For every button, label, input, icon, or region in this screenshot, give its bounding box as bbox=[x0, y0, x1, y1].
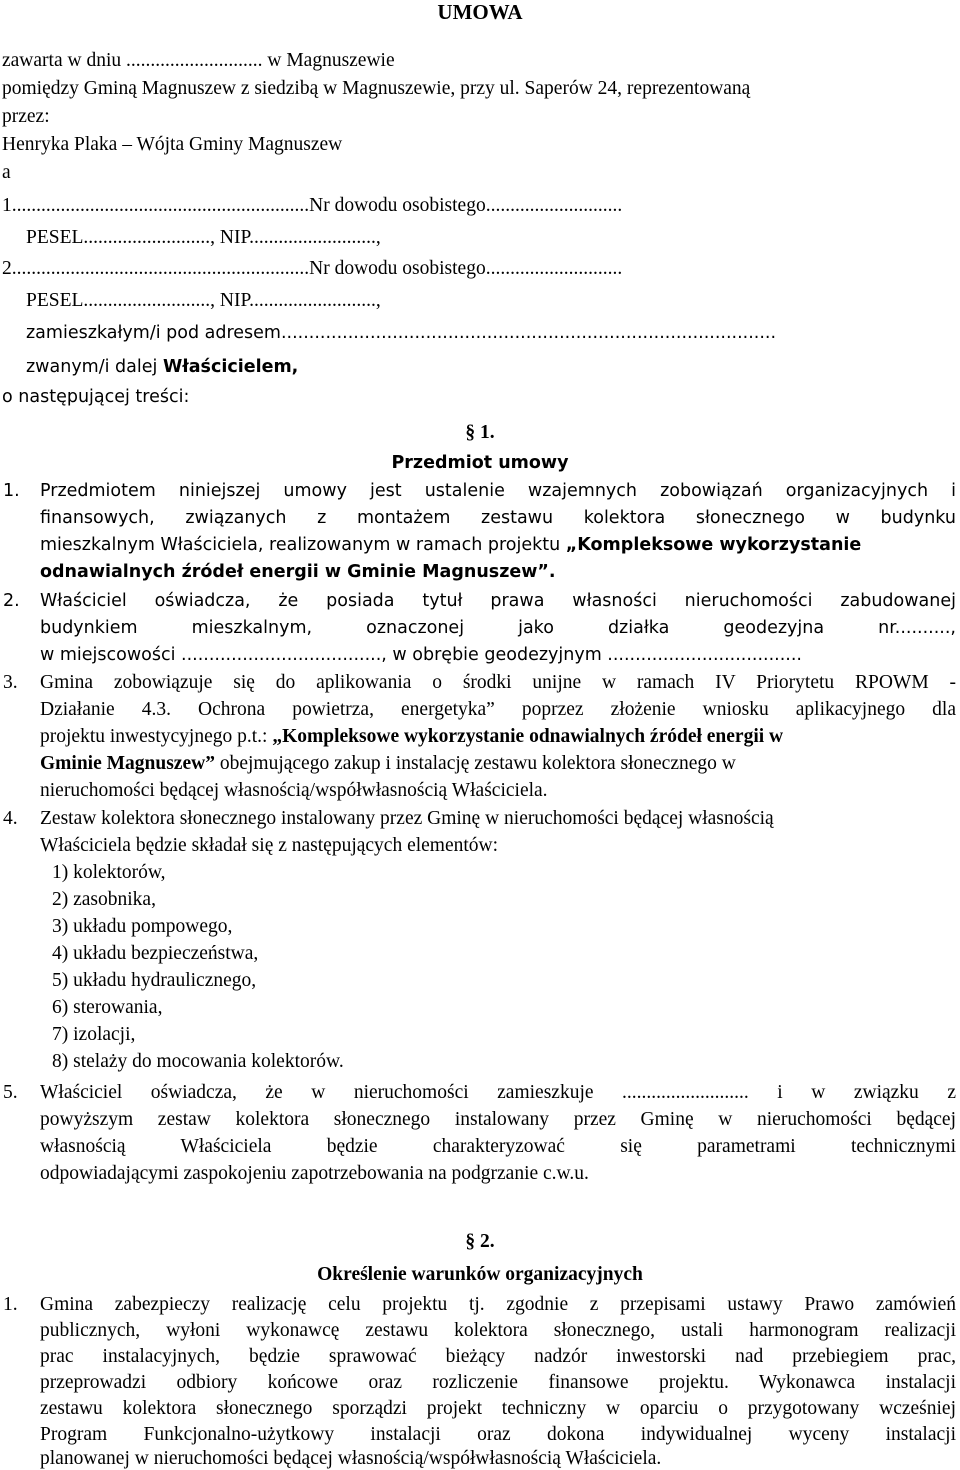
s1-p3-gmina-name: Gminie Magnuszew” bbox=[40, 753, 215, 774]
list-item: 4) układu bezpieczeństwa, bbox=[52, 943, 259, 964]
list-item: 7) izolacji, bbox=[52, 1024, 136, 1045]
s1-p5-line1: Właściciel oświadcza, że w nieruchomości zamieszkuje .......................... i w związku z bbox=[40, 1082, 956, 1103]
s1-p3-line3 bbox=[40, 726, 783, 748]
s1-p1-line4: odnawialnych źródeł energii w Gminie Magnuszew”. bbox=[40, 562, 556, 582]
s1-p5-number: 5. bbox=[3, 1082, 18, 1103]
s2-p1-line3: prac instalacyjnych, będzie sprawować bieżący nadzór inwestorski nad przebiegiem prac, bbox=[40, 1346, 956, 1367]
s2-p1-line5: zestawu kolektora słonecznego sporządzi projekt techniczny w oparciu o przygotowany wcześniej bbox=[40, 1398, 956, 1419]
intro-owner-prefix: zwanym/i dalej bbox=[26, 357, 163, 377]
s1-p2-line1: Właściciel oświadcza, że posiada tytuł prawa własności nieruchomości zabudowanej bbox=[40, 591, 956, 611]
section2-heading: Określenie warunków organizacyjnych bbox=[317, 1264, 643, 1285]
s1-p3-line2: Działanie 4.3. Ochrona powietrza, energetyka” poprzez złożenie wniosku aplikacyjnego dla bbox=[40, 699, 956, 720]
intro-party2-line: 2.............................................................Nr dowodu osobistego............................ bbox=[2, 258, 623, 279]
list-item: 2) zasobnika, bbox=[52, 889, 156, 910]
s1-p1-line3 bbox=[40, 534, 861, 556]
s1-p5-line3: własnością Właściciela będzie charakteryzować się parametrami technicznymi bbox=[40, 1136, 956, 1157]
s1-p3-line5: nieruchomości będącej własnością/współwłasnością Właściciela. bbox=[40, 780, 548, 801]
s1-p5-line2: powyższym zestaw kolektora słonecznego instalowany przez Gminę w nieruchomości będącej bbox=[40, 1109, 956, 1130]
document-title: UMOWA bbox=[437, 0, 523, 24]
s1-p1-project-name: „Kompleksowe wykorzystanie bbox=[565, 535, 862, 555]
s1-p1-line1: Przedmiotem niniejszej umowy jest ustalenie wzajemnych zobowiązań organizacyjnych i bbox=[40, 481, 956, 501]
list-item: 6) sterowania, bbox=[52, 997, 163, 1018]
s2-p1-line1: Gmina zabezpieczy realizację celu projektu tj. zgodnie z przepisami ustawy Prawo zamówień bbox=[40, 1294, 956, 1315]
s1-p3-line4-text: obejmującego zakup i instalację zestawu kolektora słonecznego w bbox=[214, 753, 736, 774]
s1-p3-line3-text: projektu inwestycyjnego p.t.: bbox=[40, 726, 273, 747]
s1-p2-line2: budynkiem mieszkalnym, oznaczonej jako działka geodezyjna nr.........., bbox=[40, 618, 956, 638]
s1-p2-line3: w miejscowości ...................................., w obrębie geodezyjnym ................................... bbox=[40, 645, 802, 665]
s1-p3-number: 3. bbox=[3, 672, 18, 693]
s1-p1-line3-text: mieszkalnym Właściciela, realizowanym w ramach projektu bbox=[40, 535, 566, 555]
s1-p1-line2: finansowych, związanych z montażem zestawu kolektora słonecznego w budynku bbox=[40, 508, 956, 528]
intro-and-line: a bbox=[2, 162, 11, 183]
list-item: 8) stelaży do mocowania kolektorów. bbox=[52, 1051, 344, 1072]
list-item: 5) układu hydraulicznego, bbox=[52, 970, 257, 991]
intro-representative-line: Henryka Plaka – Wójta Gminy Magnuszew bbox=[2, 134, 343, 155]
s2-p1-line6: Program Funkcjonalno-użytkowy instalacji oraz dokona indywidualnej wyceny instalacji bbox=[40, 1424, 956, 1445]
s1-p4-line2: Właściciela będzie składał się z następujących elementów: bbox=[40, 835, 499, 856]
intro-address-line: zamieszkałym/i pod adresem......................................................................................... bbox=[26, 323, 777, 343]
intro-party2-ids: PESEL.........................., NIP.........................., bbox=[26, 290, 381, 311]
intro-party1-line: 1.............................................................Nr dowodu osobistego............................ bbox=[2, 195, 623, 216]
s1-p3-line4 bbox=[40, 753, 736, 775]
intro-by-line: przez: bbox=[2, 106, 50, 127]
s1-p3-project-name: „Kompleksowe wykorzystanie odnawialnych źródeł energii w bbox=[272, 726, 784, 747]
s2-p1-line4: przeprowadzi odbiory końcowe oraz rozliczenie finansowe projektu. Wykonawca instalacji bbox=[40, 1372, 956, 1393]
section1-heading: Przedmiot umowy bbox=[391, 453, 569, 473]
list-item: 3) układu pompowego, bbox=[52, 916, 233, 937]
section2-mark: § 2. bbox=[465, 1231, 495, 1252]
s1-p4-line1: Zestaw kolektora słonecznego instalowany przez Gminę w nieruchomości będącej własnością bbox=[40, 808, 774, 829]
intro-date-line: zawarta w dniu ............................ w Magnuszewie bbox=[2, 50, 395, 71]
s1-p5-line4: odpowiadającymi zaspokojeniu zapotrzebowania na podgrzanie c.w.u. bbox=[40, 1163, 589, 1184]
intro-owner-line bbox=[26, 356, 298, 378]
s2-p1-number: 1. bbox=[3, 1294, 18, 1315]
s2-p1-line2: publicznych, wyłoni wykonawcę zestawu kolektora słonecznego, ustali harmonogram realizacji bbox=[40, 1320, 956, 1341]
intro-parties-line: pomiędzy Gminą Magnuszew z siedzibą w Magnuszewie, przy ul. Saperów 24, reprezentowaną bbox=[2, 78, 751, 99]
s1-p2-number: 2. bbox=[3, 591, 20, 611]
s1-p4-number: 4. bbox=[3, 808, 18, 829]
intro-owner-term: Właścicielem, bbox=[162, 357, 299, 377]
section1-mark: § 1. bbox=[465, 422, 495, 443]
s2-p1-line7: planowanej w nieruchomości będącej własnością/współwłasnością Właściciela. bbox=[40, 1448, 662, 1469]
intro-party1-ids: PESEL.........................., NIP.........................., bbox=[26, 227, 381, 248]
intro-content-line: o następującej treści: bbox=[2, 387, 190, 407]
s1-p1-number: 1. bbox=[3, 481, 20, 501]
list-item: 1) kolektorów, bbox=[52, 862, 166, 883]
s1-p3-line1: Gmina zobowiązuje się do aplikowania o środki unijne w ramach IV Priorytetu RPOWM - bbox=[40, 672, 956, 693]
